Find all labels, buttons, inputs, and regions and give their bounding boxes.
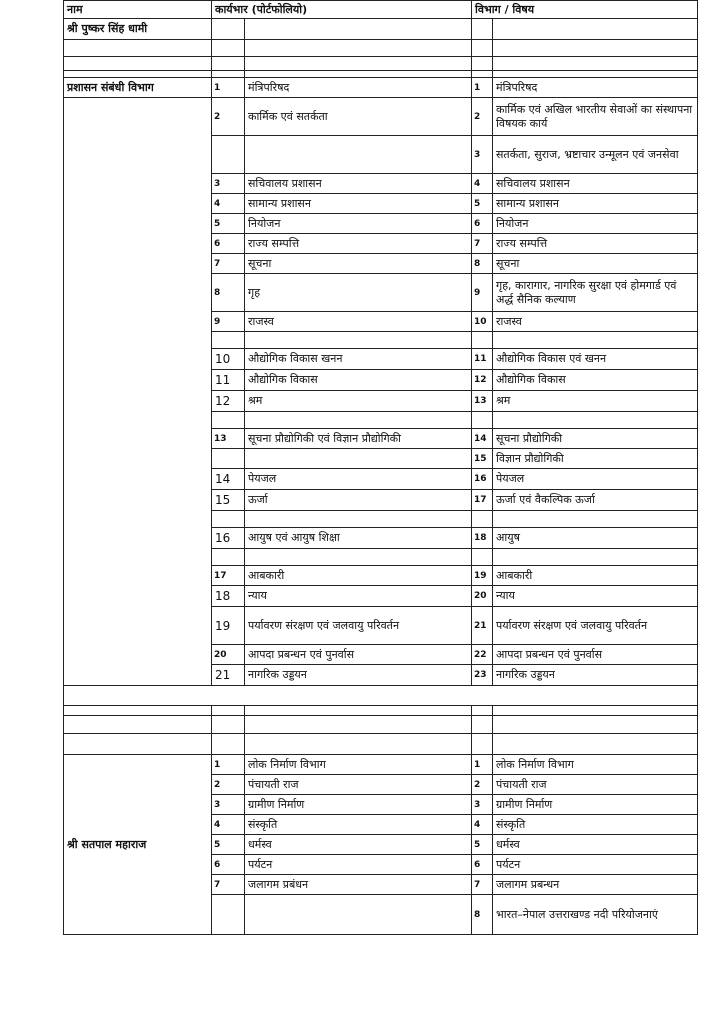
portfolio-number: [212, 895, 245, 935]
department-cell: संस्कृति: [493, 815, 698, 835]
department-cell: न्याय: [493, 586, 698, 607]
department-cell: औद्योगिक विकास एवं खनन: [493, 349, 698, 370]
department-cell: लोक निर्माण विभाग: [493, 755, 698, 775]
department-number: 3: [472, 136, 493, 174]
table-cell: [245, 19, 472, 40]
portfolio-cell: [245, 511, 472, 528]
portfolio-cell: ग्रामीण निर्माण: [245, 795, 472, 815]
table-row: [64, 734, 698, 755]
portfolio-cell: पर्यावरण संरक्षण एवं जलवायु परिवर्तन: [245, 607, 472, 645]
portfolio-number: [212, 511, 245, 528]
department-cell: भारत–नेपाल उत्तराखण्ड नदी परियोजनाएं: [493, 895, 698, 935]
portfolio-number: 5: [212, 214, 245, 234]
department-cell: मंत्रिपरिषद: [493, 78, 698, 98]
header-department: विभाग / विषय: [472, 1, 698, 19]
portfolio-number: 7: [212, 254, 245, 274]
name-cell: [64, 716, 212, 734]
portfolio-number: 7: [212, 875, 245, 895]
portfolio-number: [212, 332, 245, 349]
portfolio-cell: श्रम: [245, 391, 472, 412]
department-number: 2: [472, 98, 493, 136]
department-number: 16: [472, 469, 493, 490]
department-cell: राजस्व: [493, 312, 698, 332]
portfolio-cell: नियोजन: [245, 214, 472, 234]
portfolio-number: 19: [212, 607, 245, 645]
portfolio-number: [212, 71, 245, 78]
department-number: 3: [472, 795, 493, 815]
portfolio-cell: सामान्य प्रशासन: [245, 194, 472, 214]
portfolio-number: 5: [212, 835, 245, 855]
department-number: 7: [472, 234, 493, 254]
department-number: 5: [472, 194, 493, 214]
department-number: 13: [472, 391, 493, 412]
portfolio-number: [212, 706, 245, 716]
department-cell: [493, 511, 698, 528]
department-cell: नियोजन: [493, 214, 698, 234]
department-number: [472, 549, 493, 566]
department-number: 8: [472, 254, 493, 274]
department-cell: [493, 57, 698, 71]
table-row: [64, 57, 698, 71]
department-cell: आयुष: [493, 528, 698, 549]
portfolio-number: 13: [212, 429, 245, 449]
table-row: [64, 71, 698, 78]
department-cell: सचिवालय प्रशासन: [493, 174, 698, 194]
department-number: 5: [472, 835, 493, 855]
table-row: [64, 755, 698, 775]
portfolio-number: 2: [212, 775, 245, 795]
portfolio-number: 17: [212, 566, 245, 586]
portfolio-cell: जलागम प्रबंधन: [245, 875, 472, 895]
table-row: [64, 40, 698, 57]
portfolio-number: 3: [212, 174, 245, 194]
name-cell: [64, 71, 212, 78]
portfolio-cell: सचिवालय प्रशासन: [245, 174, 472, 194]
portfolio-number: 16: [212, 528, 245, 549]
department-number: [472, 40, 493, 57]
portfolio-number: [212, 449, 245, 469]
portfolio-cell: आयुष एवं आयुष शिक्षा: [245, 528, 472, 549]
portfolio-number: [212, 716, 245, 734]
portfolio-number: 1: [212, 755, 245, 775]
portfolio-number: 9: [212, 312, 245, 332]
name-cell: [64, 706, 212, 716]
portfolio-cell: मंत्रिपरिषद: [245, 78, 472, 98]
table-cell: [212, 19, 245, 40]
portfolio-number: [212, 549, 245, 566]
portfolio-number: 11: [212, 370, 245, 391]
department-number: 10: [472, 312, 493, 332]
portfolio-number: 14: [212, 469, 245, 490]
portfolio-cell: न्याय: [245, 586, 472, 607]
portfolio-number: 21: [212, 665, 245, 686]
name-cell: [64, 734, 212, 755]
portfolio-cell: औद्योगिक विकास खनन: [245, 349, 472, 370]
department-number: 11: [472, 349, 493, 370]
department-number: 8: [472, 895, 493, 935]
portfolio-number: 15: [212, 490, 245, 511]
department-cell: [493, 706, 698, 716]
department-number: 15: [472, 449, 493, 469]
department-cell: श्रम: [493, 391, 698, 412]
department-cell: [493, 40, 698, 57]
portfolio-number: 4: [212, 815, 245, 835]
portfolio-cell: [245, 549, 472, 566]
minister-name-2: श्री सतपाल महाराज: [64, 755, 212, 935]
department-number: 1: [472, 755, 493, 775]
department-cell: सूचना: [493, 254, 698, 274]
portfolio-number: 4: [212, 194, 245, 214]
portfolio-cell: [245, 57, 472, 71]
portfolio-cell: [245, 716, 472, 734]
table-cell: [472, 19, 493, 40]
department-cell: राज्य सम्पत्ति: [493, 234, 698, 254]
department-number: 4: [472, 815, 493, 835]
department-number: 18: [472, 528, 493, 549]
department-cell: ग्रामीण निर्माण: [493, 795, 698, 815]
table-row: [64, 98, 698, 136]
table-row: [64, 78, 698, 98]
department-cell: सूचना प्रौद्योगिकी: [493, 429, 698, 449]
header-portfolio: कार्यभार (पोर्टफोलियो): [212, 1, 472, 19]
portfolio-cell: [245, 706, 472, 716]
department-cell: आबकारी: [493, 566, 698, 586]
portfolio-cell: [245, 734, 472, 755]
department-cell: [493, 412, 698, 429]
portfolio-number: 6: [212, 234, 245, 254]
department-cell: [493, 332, 698, 349]
department-cell: औद्योगिक विकास: [493, 370, 698, 391]
portfolio-cell: आबकारी: [245, 566, 472, 586]
portfolio-number: 20: [212, 645, 245, 665]
portfolio-cell: औद्योगिक विकास: [245, 370, 472, 391]
name-cell: प्रशासन संबंधी विभाग: [64, 78, 212, 98]
department-cell: ऊर्जा एवं वैकल्पिक ऊर्जा: [493, 490, 698, 511]
table-body: [64, 1, 698, 935]
department-cell: सतर्कता, सुराज, भ्रष्टाचार उन्मूलन एवं जनसेवा: [493, 136, 698, 174]
portfolio-cell: राज्य सम्पत्ति: [245, 234, 472, 254]
table-row: [64, 686, 698, 706]
portfolio-cell: राजस्व: [245, 312, 472, 332]
name-cell: [64, 40, 212, 57]
department-cell: [493, 549, 698, 566]
name-cell: [64, 57, 212, 71]
portfolio-cell: [245, 332, 472, 349]
name-cell: [64, 98, 212, 686]
portfolio-cell: पंचायती राज: [245, 775, 472, 795]
department-number: 14: [472, 429, 493, 449]
department-cell: पर्यावरण संरक्षण एवं जलवायु परिवर्तन: [493, 607, 698, 645]
minister-row: [64, 19, 698, 40]
department-number: 23: [472, 665, 493, 686]
department-cell: पेयजल: [493, 469, 698, 490]
department-number: 6: [472, 855, 493, 875]
department-cell: पंचायती राज: [493, 775, 698, 795]
department-number: [472, 716, 493, 734]
department-cell: नागरिक उड्डयन: [493, 665, 698, 686]
portfolio-number: [212, 57, 245, 71]
portfolio-cell: [245, 412, 472, 429]
department-cell: कार्मिक एवं अखिल भारतीय सेवाओं का संस्थापना विषयक कार्य: [493, 98, 698, 136]
department-number: 17: [472, 490, 493, 511]
department-number: [472, 734, 493, 755]
portfolio-cell: लोक निर्माण विभाग: [245, 755, 472, 775]
portfolio-cell: सूचना: [245, 254, 472, 274]
portfolio-cell: [245, 40, 472, 57]
portfolio-cell: गृह: [245, 274, 472, 312]
portfolio-number: [212, 412, 245, 429]
portfolio-cell: पेयजल: [245, 469, 472, 490]
department-cell: गृह, कारागार, नागरिक सुरक्षा एवं होमगार्ड एवं अर्द्ध सैनिक कल्याण: [493, 274, 698, 312]
department-cell: धर्मस्व: [493, 835, 698, 855]
department-number: 7: [472, 875, 493, 895]
portfolio-cell: आपदा प्रबन्धन एवं पुनर्वास: [245, 645, 472, 665]
portfolio-number: [212, 136, 245, 174]
department-number: 1: [472, 78, 493, 98]
portfolio-cell: पर्यटन: [245, 855, 472, 875]
portfolio-number: [212, 40, 245, 57]
portfolio-number: 18: [212, 586, 245, 607]
department-number: 4: [472, 174, 493, 194]
header-name: नाम: [64, 1, 212, 19]
table-row: [64, 716, 698, 734]
portfolio-cell: [245, 895, 472, 935]
department-number: 19: [472, 566, 493, 586]
portfolio-number: 2: [212, 98, 245, 136]
department-cell: [493, 734, 698, 755]
portfolio-table: [63, 0, 698, 935]
department-number: [472, 412, 493, 429]
portfolio-number: 10: [212, 349, 245, 370]
department-number: 2: [472, 775, 493, 795]
department-number: 22: [472, 645, 493, 665]
department-number: [472, 706, 493, 716]
portfolio-number: [212, 734, 245, 755]
portfolio-cell: [245, 136, 472, 174]
portfolio-document: [63, 0, 697, 935]
portfolio-number: 6: [212, 855, 245, 875]
portfolio-cell: संस्कृति: [245, 815, 472, 835]
department-cell: पर्यटन: [493, 855, 698, 875]
department-number: [472, 71, 493, 78]
portfolio-number: 12: [212, 391, 245, 412]
department-cell: सामान्य प्रशासन: [493, 194, 698, 214]
minister-name-1: श्री पुष्कर सिंह धामी: [64, 19, 212, 40]
portfolio-cell: धर्मस्व: [245, 835, 472, 855]
portfolio-number: 1: [212, 78, 245, 98]
portfolio-cell: ऊर्जा: [245, 490, 472, 511]
department-number: [472, 57, 493, 71]
portfolio-number: 8: [212, 274, 245, 312]
portfolio-cell: सूचना प्रौद्योगिकी एवं विज्ञान प्रौद्योगिकी: [245, 429, 472, 449]
department-number: 20: [472, 586, 493, 607]
department-cell: [493, 71, 698, 78]
department-number: [472, 511, 493, 528]
table-row: [64, 706, 698, 716]
department-cell: [493, 716, 698, 734]
portfolio-number: 3: [212, 795, 245, 815]
department-number: 12: [472, 370, 493, 391]
portfolio-cell: नागरिक उड्डयन: [245, 665, 472, 686]
department-cell: आपदा प्रबन्धन एवं पुनर्वास: [493, 645, 698, 665]
portfolio-cell: कार्मिक एवं सतर्कता: [245, 98, 472, 136]
department-cell: जलागम प्रबन्धन: [493, 875, 698, 895]
portfolio-cell: [245, 449, 472, 469]
department-number: 9: [472, 274, 493, 312]
table-cell: [493, 19, 698, 40]
header-row: [64, 1, 698, 19]
name-cell: [64, 686, 698, 706]
department-number: [472, 332, 493, 349]
department-number: 21: [472, 607, 493, 645]
portfolio-cell: [245, 71, 472, 78]
department-cell: विज्ञान प्रौद्योगिकी: [493, 449, 698, 469]
department-number: 6: [472, 214, 493, 234]
